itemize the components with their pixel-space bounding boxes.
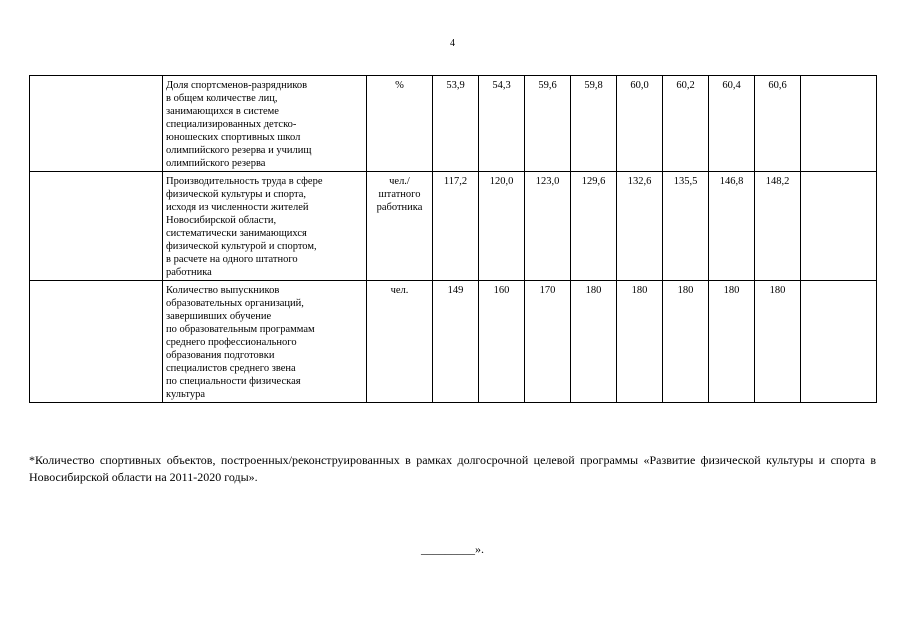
table-row — [30, 172, 877, 281]
value-cell: 59,8 — [571, 76, 617, 172]
value-cell: 180 — [755, 281, 801, 403]
value-cell: 180 — [663, 281, 709, 403]
value-cell: 53,9 — [433, 76, 479, 172]
indicator-name-line: Новосибирской области, — [166, 215, 277, 226]
empty-cell — [30, 76, 163, 172]
value-cell: 117,2 — [433, 172, 479, 281]
indicator-name-line: в расчете на одного штатного — [166, 254, 298, 265]
empty-cell — [30, 281, 163, 403]
indicator-name-line: физической культурой и спортом, — [166, 241, 317, 252]
value-cell: 60,0 — [617, 76, 663, 172]
indicator-name-line: специалистов среднего звена — [166, 363, 296, 374]
value-cell: 60,6 — [755, 76, 801, 172]
indicator-name-line: работника — [166, 267, 212, 278]
indicator-name-cell — [163, 76, 367, 172]
indicator-name-line: физической культуры и спорта, — [166, 189, 307, 200]
footnote: *Количество спортивных объектов, построенных/реконструированных в рамках долгосрочной целевой программы «Развитие физической культуры и спорта в Новосибирской области на 2011-2020 годы». — [29, 453, 876, 484]
value-cell: 148,2 — [755, 172, 801, 281]
indicator-name-line: олимпийского резерва и училищ — [166, 145, 312, 156]
indicator-name-line: занимающихся в системе — [166, 106, 279, 117]
indicator-name-line: культура — [166, 389, 205, 400]
value-cell: 54,3 — [479, 76, 525, 172]
indicator-name-cell — [163, 281, 367, 403]
indicator-name-line: завершивших обучение — [166, 311, 272, 322]
unit-cell: % — [367, 76, 433, 172]
unit-cell: чел. — [367, 281, 433, 403]
indicator-name-line: систематически занимающихся — [166, 228, 307, 239]
indicator-name-line: образовательных организаций, — [166, 298, 304, 309]
value-cell: 135,5 — [663, 172, 709, 281]
empty-cell — [30, 172, 163, 281]
indicators-table — [29, 75, 877, 403]
value-cell: 180 — [617, 281, 663, 403]
indicator-name-line: Производительность труда в сфере — [166, 176, 323, 187]
indicator-name-line: Количество выпускников — [166, 285, 280, 296]
value-cell: 160 — [479, 281, 525, 403]
unit-cell: чел./ штатного работника — [367, 172, 433, 281]
page-number: 4 — [450, 38, 455, 49]
indicator-name-line: среднего профессионального — [166, 337, 297, 348]
value-cell: 170 — [525, 281, 571, 403]
table-row — [30, 76, 877, 172]
value-cell: 146,8 — [709, 172, 755, 281]
value-cell — [801, 281, 877, 403]
value-cell: 149 — [433, 281, 479, 403]
indicator-name-line: в общем количестве лиц, — [166, 93, 278, 104]
table-row — [30, 281, 877, 403]
value-cell: 180 — [571, 281, 617, 403]
indicator-name-line: Доля спортсменов-разрядников — [166, 80, 308, 91]
value-cell: 59,6 — [525, 76, 571, 172]
indicator-name-line: по специальности физическая — [166, 376, 301, 387]
indicator-name-line: исходя из численности жителей — [166, 202, 309, 213]
value-cell: 129,6 — [571, 172, 617, 281]
value-cell: 180 — [709, 281, 755, 403]
value-cell: 132,6 — [617, 172, 663, 281]
indicator-name-line: по образовательным программам — [166, 324, 315, 335]
value-cell: 123,0 — [525, 172, 571, 281]
indicator-name-line: образования подготовки — [166, 350, 275, 361]
value-cell: 60,4 — [709, 76, 755, 172]
value-cell — [801, 172, 877, 281]
indicator-name-cell — [163, 172, 367, 281]
value-cell: 60,2 — [663, 76, 709, 172]
indicator-name-line: специализированных детско- — [166, 119, 297, 130]
value-cell: 120,0 — [479, 172, 525, 281]
indicator-name-line: олимпийского резерва — [166, 158, 266, 169]
indicator-name-line: юношеских спортивных школ — [166, 132, 301, 143]
value-cell — [801, 76, 877, 172]
closing-mark: _________». — [421, 542, 484, 556]
table-body — [30, 76, 877, 403]
